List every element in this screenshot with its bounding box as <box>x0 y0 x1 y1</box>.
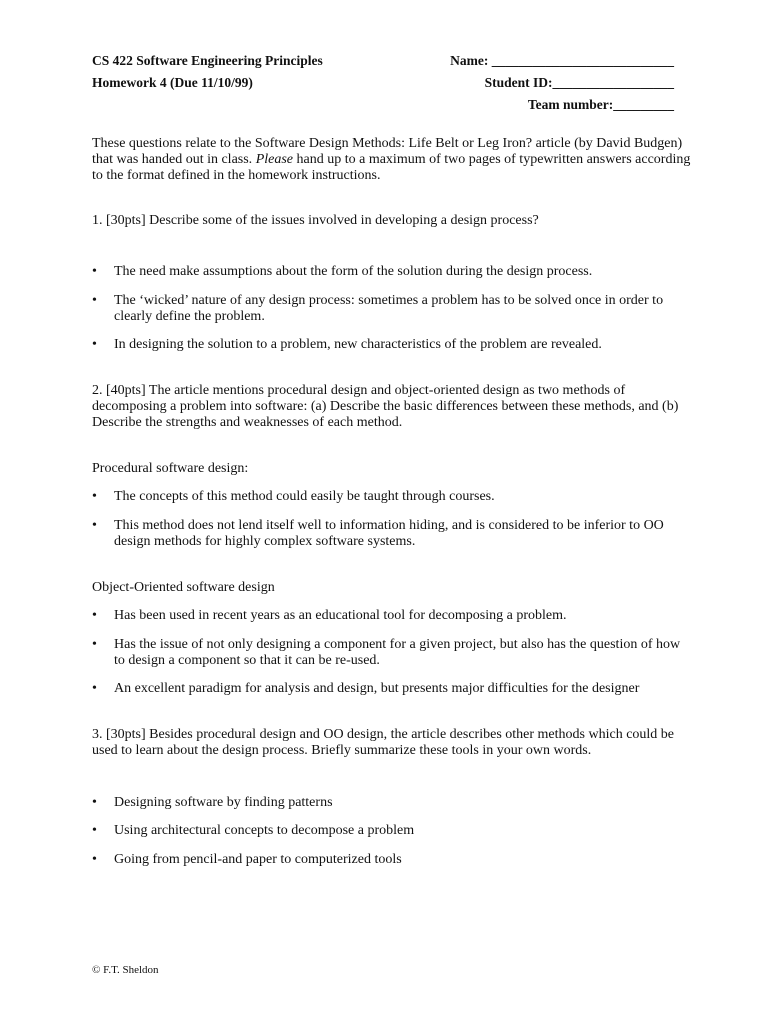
oo-bullet-item <box>92 637 692 669</box>
oo-bullet-text: An excellent paradigm for analysis and design, but presents major difficulties for the designer <box>114 681 640 696</box>
oo-bullet-item <box>92 608 692 624</box>
bullet-icon: • <box>92 681 97 696</box>
bullet-icon: • <box>92 264 97 279</box>
bullet-icon: • <box>92 852 97 867</box>
intro-text-end: hand up to a maximum of two pages of typewritten answers according to the format defined in the homework instructions. <box>92 152 691 183</box>
intro-text-start: These questions relate to the Software Design Methods: Life Belt or Leg Iron? article (by David Budgen) that was handed out in class. <box>92 136 683 167</box>
bullet-icon: • <box>92 823 97 838</box>
procedural-bullet-text: The concepts of this method could easily be taught through courses. <box>114 489 495 504</box>
procedural-heading: Procedural software design: <box>92 461 249 476</box>
bullet-icon: • <box>92 293 97 308</box>
team-number-field: Team number:_________ <box>527 97 674 112</box>
procedural-bullet-text: This method does not lend itself well to information hiding, and is considered to be inferior to OO design methods for highly complex software systems. <box>114 518 664 549</box>
question-2: 2. [40pts] The article mentions procedural design and object-oriented design as two methods of decomposing a problem into software: (a) Describe the basic differences between these methods, and (b) Describe the strengths and weaknesses of each method. <box>92 383 679 430</box>
oo-bullet-text: Has been used in recent years as an educational tool for decomposing a problem. <box>114 608 567 623</box>
q1-bullet-item <box>92 337 692 353</box>
q3-bullet-item <box>92 795 692 811</box>
q3-bullet-item <box>92 823 692 839</box>
q3-bullet-text: Using architectural concepts to decompose a problem <box>114 823 415 838</box>
oo-heading: Object-Oriented software design <box>92 580 275 595</box>
copyright-footer: © F.T. Sheldon <box>92 964 159 976</box>
question-1: 1. [30pts] Describe some of the issues involved in developing a design process? <box>92 213 539 228</box>
bullet-icon: • <box>92 518 97 533</box>
name-field: Name: ___________________________ <box>450 53 674 68</box>
question-3: 3. [30pts] Besides procedural design and OO design, the article describes other methods which could be used to learn about the design process. Briefly summarize these tools in your own words. <box>92 727 675 758</box>
bullet-icon: • <box>92 637 97 652</box>
homework-title: Homework 4 (Due 11/10/99) <box>92 75 253 90</box>
q3-bullet-text: Designing software by finding patterns <box>114 795 333 810</box>
bullet-icon: • <box>92 489 97 504</box>
q3-bullet-text: Going from pencil-and paper to computerized tools <box>114 852 402 867</box>
intro-paragraph <box>92 136 692 184</box>
intro-emphasis: Please <box>255 152 294 167</box>
oo-bullet-text: Has the issue of not only designing a component for a given project, but also has the question of how to design a component so that it can be re-used. <box>114 637 681 668</box>
bullet-icon: • <box>92 608 97 623</box>
q1-bullet-item <box>92 264 692 280</box>
q1-bullet-item <box>92 293 692 325</box>
q3-bullet-item <box>92 852 692 868</box>
course-title: CS 422 Software Engineering Principles <box>92 53 323 68</box>
student-id-field: Student ID:__________________ <box>484 75 674 90</box>
q1-bullet-text: In designing the solution to a problem, new characteristics of the problem are revealed. <box>114 337 602 352</box>
q1-bullet-text: The ‘wicked’ nature of any design process: sometimes a problem has to be solved once in order to clearly define the problem. <box>114 293 664 324</box>
bullet-icon: • <box>92 795 97 810</box>
oo-bullet-item <box>92 681 692 697</box>
q1-bullet-text: The need make assumptions about the form of the solution during the design process. <box>114 264 593 279</box>
bullet-icon: • <box>92 337 97 352</box>
procedural-bullet-item <box>92 518 692 550</box>
procedural-bullet-item <box>92 489 692 505</box>
